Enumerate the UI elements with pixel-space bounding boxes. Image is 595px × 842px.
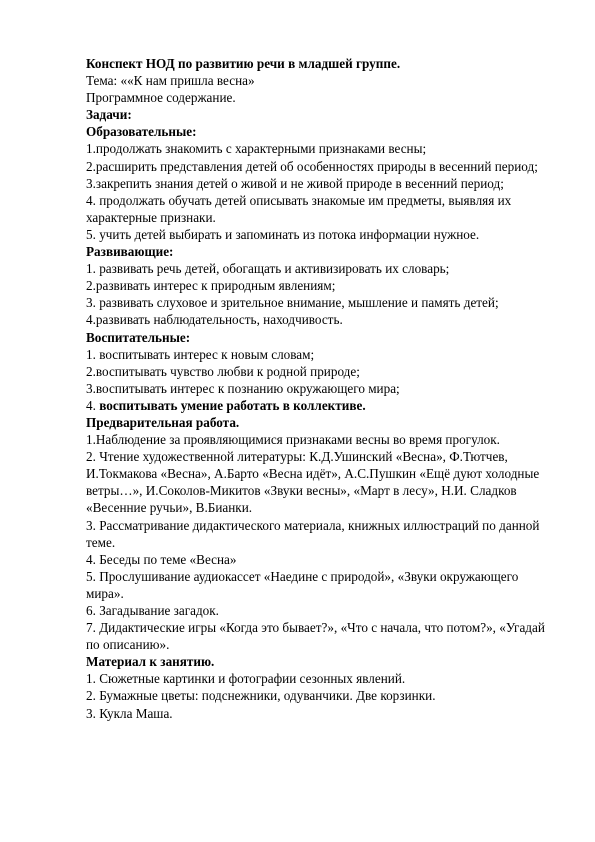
materials-heading: Материал к занятию. (86, 654, 215, 670)
list-item: 2.развивать интерес к природным явлениям; (86, 278, 336, 294)
list-item: 3. развивать слуховое и зрительное внимание, мышление и память детей; (86, 295, 499, 311)
list-item: 1. развивать речь детей, обогащать и активизировать их словарь; (86, 261, 450, 277)
list-item: 4. продолжать обучать детей описывать знакомые им предметы, выявляя их характерные признаки. (86, 192, 512, 225)
list-item (86, 397, 555, 414)
list-item: 3.закрепить знания детей о живой и не живой природе в весенний период; (86, 175, 504, 191)
list-item: 5. Прослушивание аудиокассет «Наедине с природой», «Звуки окружающего мира». (86, 568, 519, 601)
list-item: 2.расширить представления детей об особенностях природы в весенний период; (86, 158, 538, 174)
educational-heading: Образовательные: (86, 124, 197, 140)
document-title: Конспект НОД по развитию речи в младшей группе. (86, 56, 401, 71)
list-item: 3.воспитывать интерес к познанию окружающего мира; (86, 380, 400, 396)
list-item: 1. воспитывать интерес к новым словам; (86, 346, 315, 362)
list-item: 6. Загадывание загадок. (86, 603, 219, 618)
list-item: 2. Чтение художественной литературы: К.Д.Ушинский «Весна», Ф.Тютчев, И.Токмакова «Весна», А.Барто «Весна идёт», А.С.Пушкин «Ещё дуют холодные ветры…», И.Соколов-Микитов «Звуки весны», «Март в лесу», Н.И. Сладков «Весенние ручьи», В.Бианки. (86, 449, 540, 516)
list-item-bold-text: воспитывать умение работать в коллективе. (99, 397, 366, 413)
list-item: 3. Рассматривание дидактического материала, книжных иллюстраций по данной теме. (86, 517, 540, 550)
list-item: 2. Бумажные цветы: подснежники, одуванчики. Две корзинки. (86, 688, 436, 704)
list-item: 4.развивать наблюдательность, находчивость. (86, 312, 343, 328)
list-item: 1.продолжать знакомить с характерными признаками весны; (86, 141, 427, 157)
list-item: 7. Дидактические игры «Когда это бывает?», «Что с начала, что потом?», «Угадай по описанию». (86, 620, 545, 653)
list-item: 1. Сюжетные картинки и фотографии сезонных явлений. (86, 671, 406, 687)
upbringing-heading: Воспитательные: (86, 329, 191, 345)
list-item: 2.воспитывать чувство любви к родной природе; (86, 363, 360, 379)
preliminary-work-heading: Предварительная работа. (86, 414, 240, 430)
list-item: 3. Кукла Маша. (86, 705, 173, 721)
program-content-label: Программное содержание. (86, 90, 236, 106)
list-item: 5. учить детей выбирать и запоминать из потока информации нужное. (86, 226, 480, 242)
lesson-theme: Тема: ««К нам пришла весна» (86, 73, 255, 89)
list-item-number: 4. (86, 397, 100, 413)
list-item: 4. Беседы по теме «Весна» (86, 551, 237, 567)
tasks-heading: Задачи: (86, 107, 132, 123)
list-item: 1.Наблюдение за проявляющимися признаками весны во время прогулок. (86, 432, 500, 448)
developing-heading: Развивающие: (86, 244, 174, 260)
